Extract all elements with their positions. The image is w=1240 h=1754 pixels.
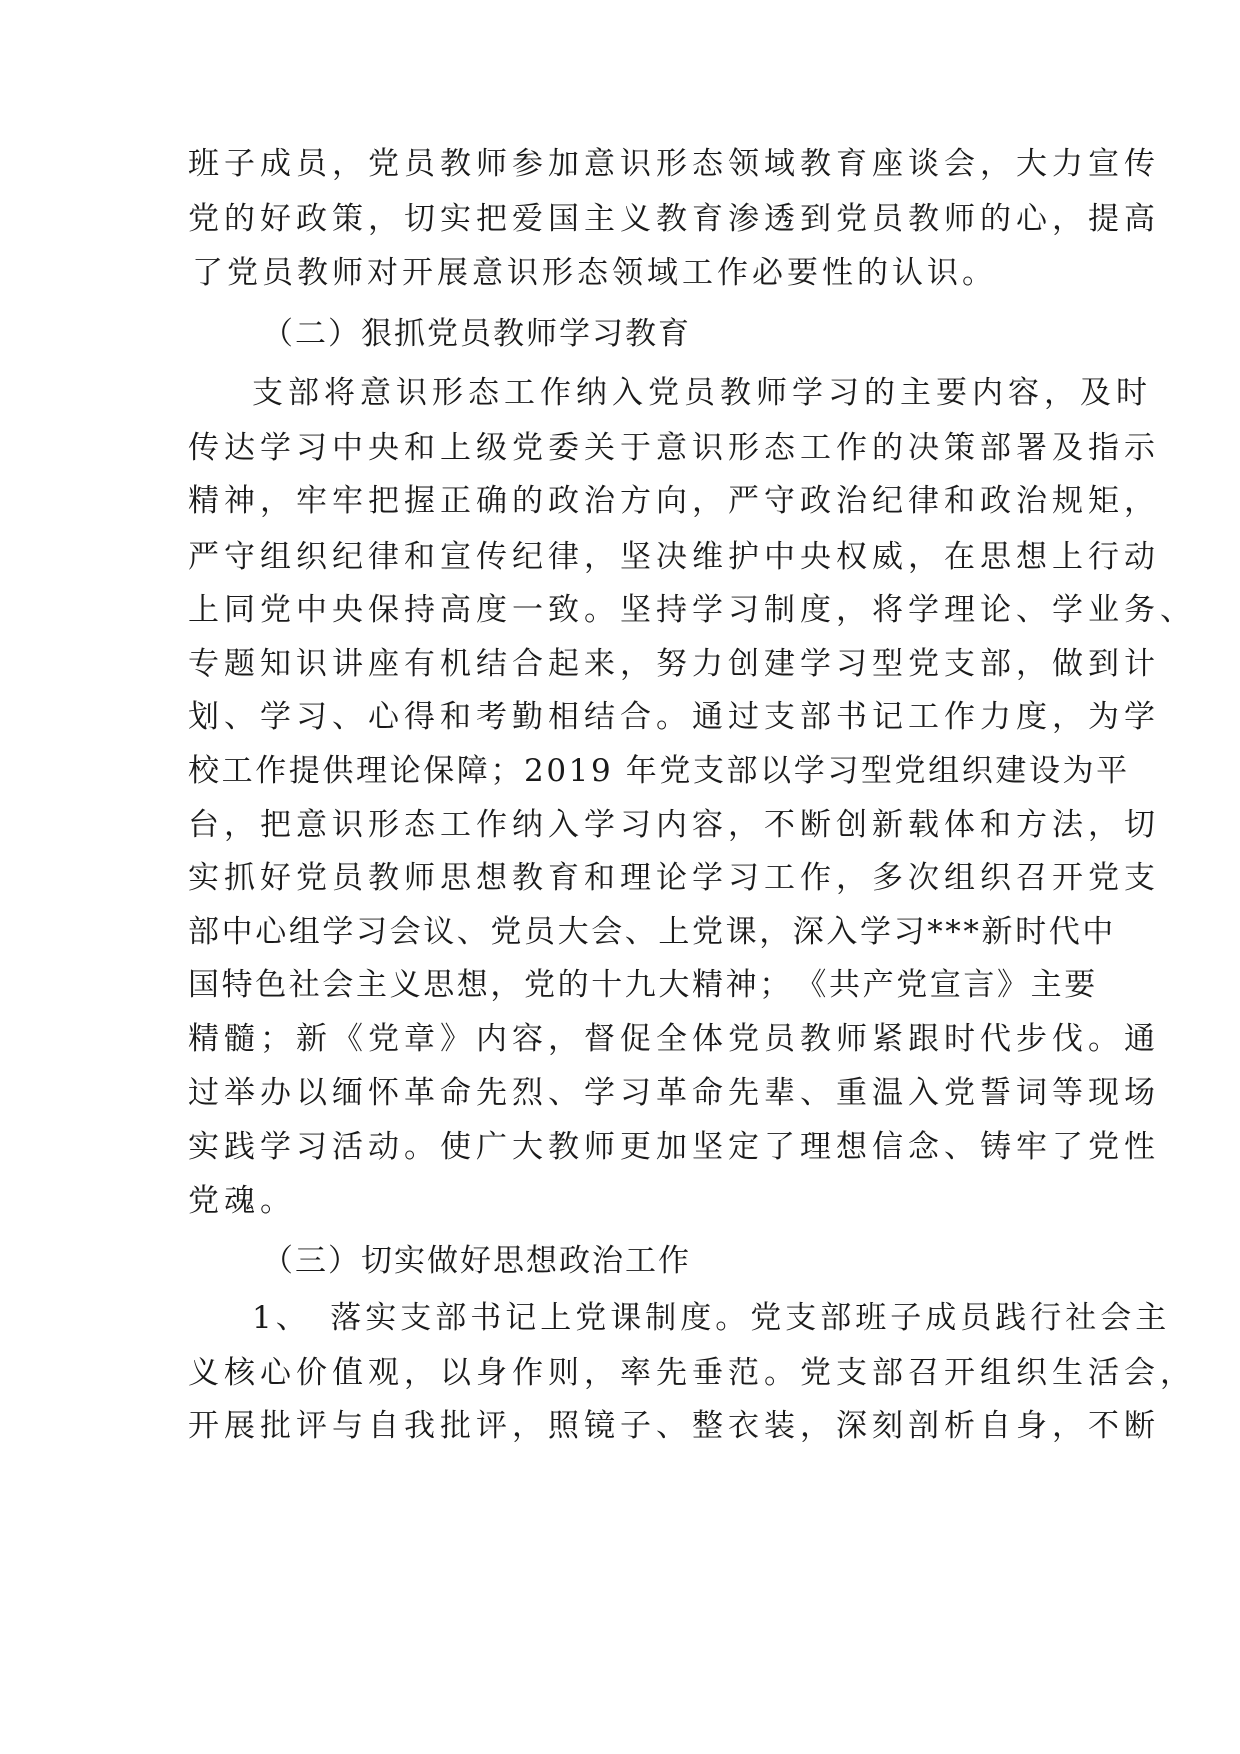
- paragraph-line: 支部将意识形态工作纳入党员教师学习的主要内容，及时: [252, 375, 1152, 411]
- paragraph-line: 校工作提供理论保障；2019 年党支部以学习型党组织建设为平: [188, 753, 1130, 789]
- paragraph-line: 部中心组学习会议、党员大会、上党课，深入学习***新时代中: [188, 914, 1116, 950]
- section-heading-2: （二）狠抓党员教师学习教育: [262, 316, 691, 352]
- paragraph-line: 班子成员，党员教师参加意识形态领域教育座谈会，大力宣传: [188, 146, 1160, 182]
- paragraph-line: 了党员教师对开展意识形态领域工作必要性的认识。: [192, 255, 997, 291]
- paragraph-line: 精神，牢牢把握正确的政治方向，严守政治纪律和政治规矩，: [188, 483, 1160, 519]
- paragraph-line: 严守组织纪律和宣传纪律，坚决维护中央权威，在思想上行动: [188, 539, 1160, 575]
- paragraph-line: 过举办以缅怀革命先烈、学习革命先辈、重温入党誓词等现场: [188, 1075, 1160, 1111]
- paragraph-line: 1、 落实支部书记上党课制度。党支部班子成员践行社会主: [252, 1300, 1171, 1336]
- paragraph-line: 国特色社会主义思想，党的十九大精神； 《共产党宣言》主要: [188, 967, 1098, 1003]
- paragraph-line: 义核心价值观，以身作则，率先垂范。党支部召开组织生活会，: [188, 1355, 1196, 1391]
- section-heading-3: （三）切实做好思想政治工作: [262, 1243, 691, 1279]
- paragraph-line: 党魂。: [188, 1183, 296, 1219]
- paragraph-line: 实践学习活动。使广大教师更加坚定了理想信念、铸牢了党性: [188, 1129, 1160, 1165]
- paragraph-line: 精髓；新《党章》内容，督促全体党员教师紧跟时代步伐。通: [188, 1021, 1160, 1057]
- paragraph-line: 上同党中央保持高度一致。坚持学习制度，将学理论、学业务、: [188, 592, 1196, 628]
- paragraph-line: 台，把意识形态工作纳入学习内容，不断创新载体和方法，切: [188, 807, 1160, 843]
- paragraph-line: 实抓好党员教师思想教育和理论学习工作，多次组织召开党支: [188, 860, 1160, 896]
- paragraph-line: 党的好政策，切实把爱国主义教育渗透到党员教师的心，提高: [188, 201, 1160, 237]
- paragraph-line: 开展批评与自我批评，照镜子、整衣装，深刻剖析自身，不断: [188, 1408, 1160, 1444]
- paragraph-line: 专题知识讲座有机结合起来，努力创建学习型党支部，做到计: [188, 646, 1160, 682]
- paragraph-line: 传达学习中央和上级党委关于意识形态工作的决策部署及指示: [188, 430, 1160, 466]
- paragraph-line: 划、学习、心得和考勤相结合。通过支部书记工作力度，为学: [188, 699, 1160, 735]
